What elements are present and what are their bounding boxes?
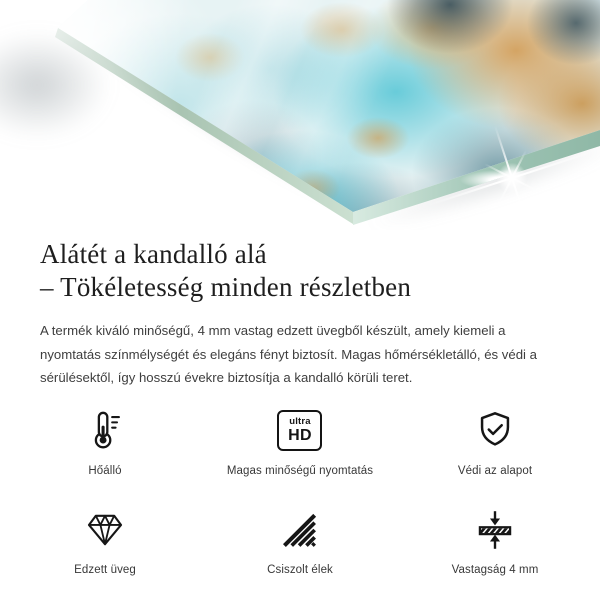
feature-ultra-hd-print xyxy=(227,408,373,477)
product-description: A termék kiváló minőségű, 4 mm vastag edzett üvegből készült, amely kiemeli a nyomtatás színmélységét és elegáns fényt biztosít. Magas hőmérsékletálló, és védi a sérülésektől, így hosszú évekre biztosítja a kandalló körüli teret. xyxy=(40,323,537,385)
feature-label: Csiszolt élek xyxy=(267,563,333,576)
product-image xyxy=(0,0,600,230)
feature-tempered-glass xyxy=(74,507,136,576)
shield-check-icon xyxy=(472,408,518,454)
ultra-hd-icon: ultra HD xyxy=(277,408,322,454)
page-title-line2: – Tökéletesség minden részletben xyxy=(40,272,412,302)
feature-label: Védi az alapot xyxy=(457,464,533,477)
feature-heat-resistant xyxy=(82,408,128,477)
page-title-line1: Alátét a kandalló alá xyxy=(40,239,267,269)
feature-protects-base xyxy=(458,408,532,477)
page-title xyxy=(40,238,560,304)
thermometer-icon xyxy=(82,408,128,454)
polished-edges-icon xyxy=(278,507,322,553)
feature-grid xyxy=(40,408,560,576)
feature-label: Edzett üveg xyxy=(74,563,136,576)
feature-thickness-4mm xyxy=(452,507,539,576)
diamond-icon xyxy=(83,507,127,553)
product-description-section xyxy=(0,238,600,390)
thickness-compress-icon xyxy=(473,507,517,553)
feature-polished-edges xyxy=(267,507,333,576)
feature-label: Magas minőségű nyomtatás xyxy=(226,464,374,477)
feature-label: Hőálló xyxy=(88,464,122,477)
feature-label: Vastagság 4 mm xyxy=(451,563,539,576)
